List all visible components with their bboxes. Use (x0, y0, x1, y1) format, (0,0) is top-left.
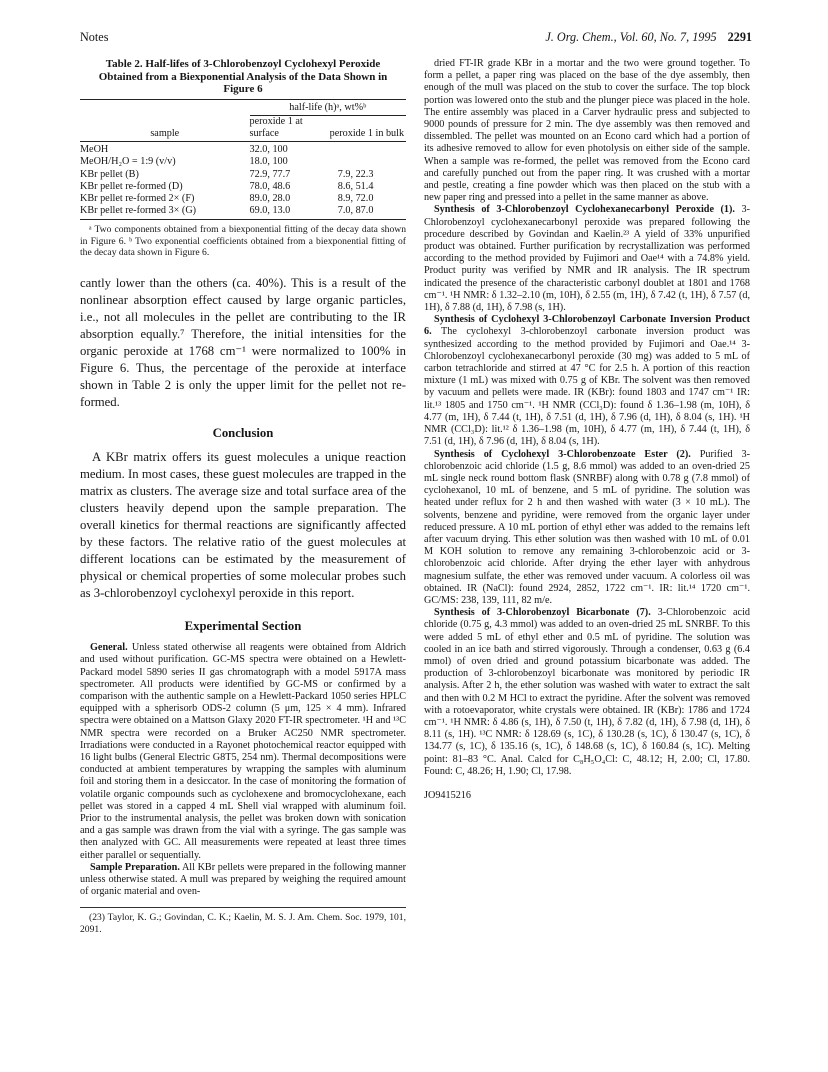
paragraph (424, 449, 750, 608)
left-column (80, 58, 406, 935)
paragraph (424, 607, 750, 778)
half-life-table (80, 99, 406, 221)
experimental-heading: Experimental Section (184, 619, 302, 634)
running-header-journal (545, 30, 752, 44)
table-cell-surface: 18.0, 100 (249, 156, 288, 168)
table-cell-surface: 32.0, 100 (249, 144, 288, 156)
table-cell-surface: 72.9, 77.7 (249, 168, 291, 180)
table-cell-surface: 69.0, 13.0 (250, 205, 328, 220)
right-column (424, 58, 750, 801)
discussion-body (80, 275, 406, 411)
table-header-blank (80, 99, 250, 115)
table-cell-bulk: 8.9, 72.0 (337, 192, 374, 204)
journal-name: J. Org. Chem., (545, 30, 617, 44)
paragraph: dried FT-IR grade KBr in a mortar and the two were ground together. To form a pellet, a paper ring was placed on the base of the dye assembly, then enough of the mull was placed on the stub to cover the surface. The top block portion was lowered onto the stub and the plunger piece was placed in the hole. The entire assembly was placed in a Carver hydraulic press and subjected to 9000 pounds of pressure for 2 min. The dye assembly was then removed and dissembled. The pellet was mounted on an Econo card which had a portion of its adhesive removed to allow for even photolysis on either side of the sample. When a sample was re-formed, the pellet was removed from the Econo card and carefully punched out from the paper ring. It was crushed with a mortar and pestle, creating a fine powder which was then placed on the stub with a new paper ring and pressed into a pellet in the same manner as above. (424, 58, 750, 204)
paragraph-label: General. (90, 642, 128, 654)
paragraph (424, 314, 750, 448)
table-cell-sample: KBr pellet (B) (80, 168, 139, 180)
running-header-section: Notes (80, 30, 109, 44)
paragraph (424, 204, 750, 314)
table-cell-sample: KBr pellet re-formed 3× (G) (80, 205, 250, 220)
experimental-body (80, 642, 406, 898)
table-footnote: ᵃ Two components obtained from a biexponential fitting of the decay data shown in Figure 6. ᵇ Two exponential coefficients obtained from a biexponential fitting of the decay data shown in Figure 6. (80, 224, 406, 258)
experimental-body-continued (424, 58, 750, 778)
paragraph-text: 3-Chlorobenzoic acid chloride (0.75 g, 4.3 mmol) was added to an oven-dried 25 mL SNRBF. To this were added 5 mL of ethyl ether and 0.5 mL of pyridine. The solution was cooled in an ice bath and stirred vigorously. Through a condenser, 0.63 g (6.4 mmol) of oven dried and ground potassium bicarbonate was added. The production of 3-chlorobenzoyl bicarbonate was monitored by periodic IR analysis. After 2 h, the ether solution was washed with water to extract the salt and then with 0.2 M HCl to extract the pyridine. After the solvent was removed with a rotoevaporator, white crystals were obtained. IR (KBr): 1786 and 1724 cm⁻¹. ¹H NMR: δ 4.86 (s, 1H), δ 7.50 (t, 1H), δ 7.82 (d, 1H), δ 7.98 (d, 1H), δ 8.11 (s, 1H). ¹³C NMR: δ 128.69 (s, 1C), δ 130.28 (s, 1C), δ 130.47 (s, 1C), δ 134.77 (s, 1C), δ 135.16 (s, 1C), δ 148.68 (s, 1C), δ 160.84 (s, 1C). Melting point: 81–83 °C. Anal. Calcd for C₈H₅O₄Cl: C, 48.12; H, 2.00; Cl, 17.80. Found: C, 48.26; H, 1.90; Cl, 17.98. (424, 607, 750, 777)
paragraph-text: The cyclohexyl 3-chlorobenzoyl carbonate inversion product was synthesized according to the method provided by Fujimori and Oae.¹⁴ 3-Chlorobenzoyl cyclohexanecarbonyl peroxide (30 mg) was added to 5 mL of carbon tetrachloride and stirred at 47 °C for 2.5 h. A portion of this reaction mixture (1 mL) was mixed with 0.75 g of KBr. The solvent was then removed by vacuum and pellets were made. IR (KBr): found 1803 and 1747 cm⁻¹ IR: lit.¹³ 1805 and 1750 cm⁻¹. ¹H NMR (CCl₃D): found δ 1.36–1.98 (m, 10H), δ 4.77 (m, 1H), δ 7.44 (t, 1H), δ 7.51 (d, 1H), δ 7.96 (d, 1H), δ 8.04 (s, 1H). ¹H NMR (CCl₃D): lit.¹² δ 1.36–1.98 (m, 10H), δ 4.77 (m, 1H), δ 7.44 (t, 1H), δ 7.51 (d, 1H), δ 7.96 (d, 1H), δ 8.04 (s, 1H). (424, 326, 750, 448)
table-cell-sample: MeOH/H₂O = 1:9 (v/v) (80, 156, 176, 168)
paragraph-label: Synthesis of 3-Chlorobenzoyl Cyclohexanecarbonyl Peroxide (1). (434, 204, 735, 216)
paragraph-text: 3-Chlorobenzoyl cyclohexanecarbonyl peroxide was prepared following the procedure described by Govindan and Kaelin.²³ A yield of 33% unpurified product was obtained. Further purification by recrystallization was performed according to the method provided by Fujimori and Oae¹⁴ with a 74.8% yield. Product purity was verified by NMR and IR analysis. The IR spectrum indicated the presence of the characteristic carbonyl doublet at 1801 and 1768 cm⁻¹. ¹H NMR: δ 1.32–2.10 (m, 10H), δ 2.55 (m, 1H), δ 7.42 (t, 1H), δ 7.57 (d, 1H), δ 7.88 (d, 1H), δ 7.98 (s, 1H). (424, 204, 751, 314)
paragraph: cantly lower than the others (ca. 40%). This is a result of the nonlinear absorption effect caused by large organic particles, i.e., not all molecules in the pellet are contributing to the IR absorption equally.⁷ Therefore, the initial intensities for the organic peroxide at 1768 cm⁻¹ were normalized to 100% in Figure 6. Thus, the percentage of the peroxide at interface shown in Table 2 is only the upper limit for the pellet not re-formed. (80, 276, 406, 410)
table-cell-bulk: 7.0, 87.0 (328, 205, 406, 220)
table-row (80, 205, 406, 220)
table-cell-bulk: 7.9, 22.3 (337, 168, 374, 180)
paragraph: A KBr matrix offers its guest molecules a unique reaction medium. In most cases, these guest molecules are trapped in the matrix as clusters. The average size and total surface area of the clusters heavily depend upon the sample preparation. The overall kinetics for thermal reactions are significantly affected by these factors. The relative ratio of the guest molecules at different locations can be estimated by the measurement of physical or chemical properties of some molecular probes such as 3-chlorobenzoyl cyclohexyl peroxide in this report. (80, 450, 406, 601)
table-cell-bulk (328, 156, 406, 168)
conclusion-body (80, 449, 406, 602)
table-header-surface: peroxide 1 at surface (250, 115, 328, 141)
paragraph-label: Synthesis of 3-Chlorobenzoyl Bicarbonate (7). (434, 607, 651, 619)
table-cell-sample: KBr pellet re-formed 2× (F) (80, 192, 195, 204)
table-row (80, 142, 406, 157)
table-row (80, 169, 406, 181)
reference-footnote: (23) Taylor, K. G.; Govindan, C. K.; Kaelin, M. S. J. Am. Chem. Soc. 1979, 101, 2091. (80, 912, 406, 935)
table-header-bulk: peroxide 1 in bulk (328, 115, 406, 141)
journal-volume: Vol. 60, No. 7, 1995 (619, 30, 717, 44)
table-group-header: half-life (h)ᵃ, wt%ᵇ (250, 99, 406, 115)
paragraph (80, 862, 406, 899)
table-title: Table 2. Half-lifes of 3-Chlorobenzoyl Cyclohexyl Peroxide Obtained from a Biexponential Analysis of the Data Shown in Figure 6 (98, 58, 388, 95)
table-cell-bulk (328, 142, 406, 157)
paragraph-text: Purified 3-chlorobenzoic acid chloride (1.5 g, 8.6 mmol) was added to an oven-dried 25 mL single neck round bottom flask (SNRBF) along with 0.78 g (7.8 mmol) of cyclohexanol, 10 mL of benzene, and 5 mL of pyridine. The solution was heated under reflux for 2 h and then washed with water (3 × 10 mL). The solvents, benzene and pyridine, were removed from the organic layer under reduced pressure. A 10 mL portion of ethyl ether was added to the remains left after vacuum drying. This ether solution was then washed with 10 mL of 0.01 M KOH solution to remove any remaining 3-chlorobenzoic acid or 3-chlorobenzoic acid chloride. After drying the ether layer with anhydrous magnesium sulfate, the ether was removed under vacuum. A colorless oil was obtained. IR (NaCl): found 2924, 2852, 1722 cm⁻¹. IR: lit.¹⁴ 1720 cm⁻¹. GC/MS: 238, 139, 111, 82 m/e. (424, 448, 750, 606)
footnote-rule (80, 907, 406, 908)
table-row (80, 181, 406, 193)
conclusion-heading: Conclusion (212, 426, 274, 441)
table-cell-sample: KBr pellet re-formed (D) (80, 180, 183, 192)
paragraph-text: All KBr pellets were prepared in the following manner unless otherwise stated. A mull was prepared by weighing the required amount of organic material and oven- (80, 861, 406, 898)
table-cell-surface: 89.0, 28.0 (249, 192, 291, 204)
table-row (80, 193, 406, 205)
manuscript-code: JO9415216 (424, 789, 471, 801)
table-cell-bulk: 8.6, 51.4 (337, 180, 374, 192)
table-row (80, 156, 406, 168)
table-header-sample: sample (80, 115, 250, 141)
paragraph-label: Synthesis of Cyclohexyl 3-Chlorobenzoyl Carbonate Inversion Product 6. (424, 314, 750, 338)
paragraph-text: Unless stated otherwise all reagents were obtained from Aldrich and used without purification. GC-MS spectra were obtained on a Hewlett-Packard model 5890 series II gas chromatograph with a model 5917A mass spectrometer. All products were identified by GC-MS or confirmed by a comparison with the authentic sample on a Hewlett-Packard 1050 series HPLC equipped with a spherisorb ODS-2 column (5 μm, 125 × 4 mm). Infrared spectra were obtained on a Mattson Glaxy 2020 FT-IR spectrometer. ¹H and ¹³C NMR spectra were recorded on a Bruker AC250 NMR spectrometer. Irradiations were conducted in a Rayonet photochemical reactor equipped with 16 light bulbs (General Electric G8T5, 254 nm). Thermal decompositions were conducted at ambient temperatures by wrapping the samples with aluminum foil and storing them in a desiccator. In the case of monitoring the formation of volatile organic compounds such as cyclohexene and bromocyclohexane, each pellet was stored in a capped 4 mL Shell vial wrapped with aluminum foil. Prior to the instrumental analysis, the pellet was broken down with sonication and a gas sample was drawn from the vial with a syringe. The gas sample was then analyzed with GC. All measurements were repeated at least three times either parallel or sequentially. (80, 642, 406, 861)
table-cell-sample: MeOH (80, 144, 109, 156)
table-cell-surface: 78.0, 48.6 (249, 180, 291, 192)
paragraph-label: Synthesis of Cyclohexyl 3-Chlorobenzoate Ester (2). (434, 448, 691, 460)
paragraph-label: Sample Preparation. (90, 861, 180, 873)
paragraph (80, 642, 406, 862)
page-number: 2291 (727, 30, 752, 44)
